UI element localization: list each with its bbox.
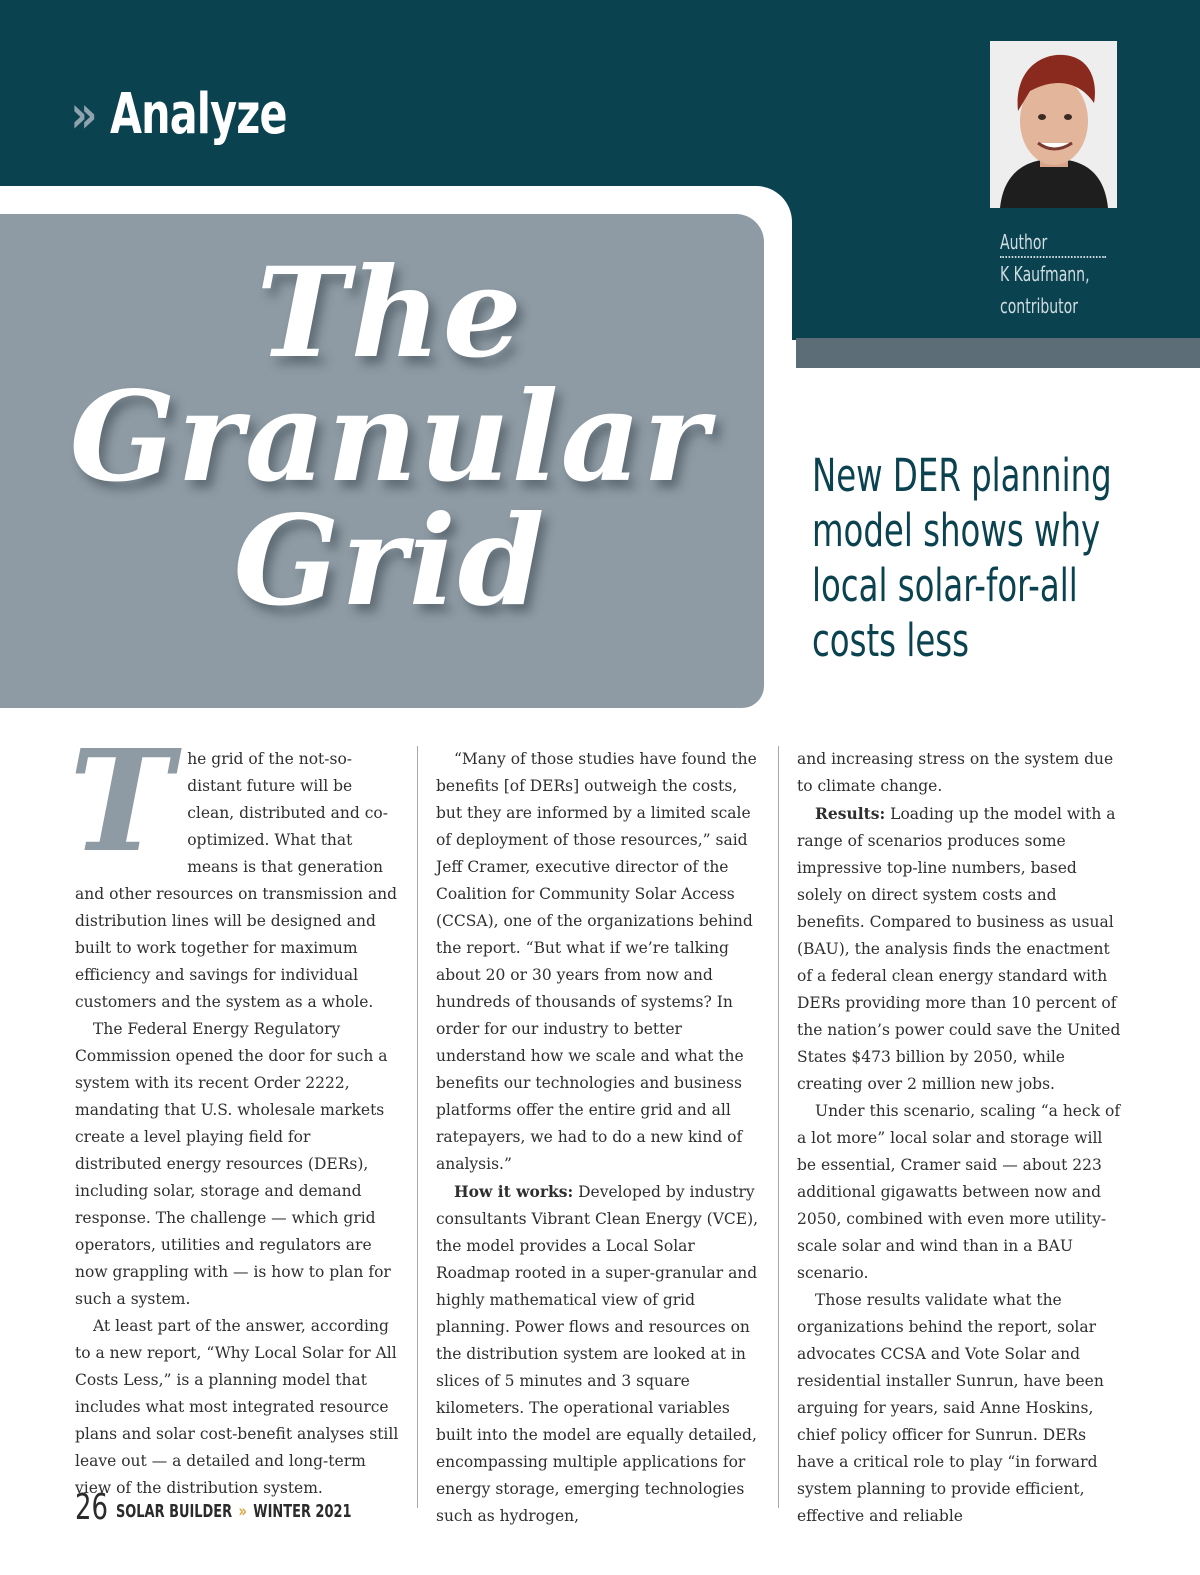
body-column-3 [797, 746, 1123, 1530]
title-line: The [256, 241, 524, 386]
body-column-1 [69, 720, 401, 1502]
author-photo [990, 41, 1117, 208]
run-in-heading: Results: [815, 804, 886, 823]
column-divider [417, 746, 418, 1508]
title-line: Granular [69, 365, 711, 510]
run-in-heading: How it works: [454, 1182, 574, 1201]
section-header [68, 80, 325, 150]
accent-strip [796, 338, 1200, 368]
paragraph-text: Loading up the model with a range of scenarios produces some impressive top-line numbers, based solely on direct system costs and benefits. Compared to business as usual (BAU), the analysis finds the enactment of a federal clean energy standard with DERs providing more than 10 percent of the nation’s power could save the United States $473 billion by 2050, while creating over 2 million new jobs. [797, 805, 1121, 1093]
issue-date: WINTER 2021 [253, 1501, 352, 1522]
column-divider [778, 746, 779, 1508]
dropcap: T [69, 720, 174, 884]
body-column-2 [436, 746, 762, 1530]
paragraph: and increasing stress on the system due to climate change. [797, 750, 1114, 795]
paragraph-text: he grid of the not-so-distant future will be clean, distributed and co-optimized. What that means is that generation and other resources on transmission and distribution lines will be designed and built to work together for maximum efficiency and savings for individual customers and the system as a whole. [75, 750, 398, 1011]
paragraph [797, 800, 1123, 1098]
article-deck: New DER planning model shows why local solar-for-all costs less [812, 449, 1112, 667]
author-credit [1000, 226, 1106, 322]
author-label: Author [1000, 228, 1106, 258]
chevron-icon: » [70, 85, 92, 145]
paragraph [436, 1178, 762, 1530]
author-name: K Kaufmann, [1000, 262, 1090, 286]
author-role: contributor [1000, 294, 1079, 318]
paragraph: At least part of the answer, according to a new report, “Why Local Solar for All Costs Less,” is a planning model that includes what most integrated resource plans and solar cost-benefit analyses still leave out — a detailed and long-term view of the distribution system. [75, 1317, 399, 1497]
paragraph: Under this scenario, scaling “a heck of a lot more” local solar and storage will be essential, Cramer said — about 223 additional gigawatts between now and 2050, combined with even more utility-scale solar and wind than in a BAU scenario. [797, 1102, 1121, 1282]
paragraph: Those results validate what the organizations behind the report, solar advocates CCSA and Vote Solar and residential installer Sunrun, have been arguing for years, said Anne Hoskins, chief policy officer for Sunrun. DERs have a critical role to play “in forward system planning to provide efficient, effective and reliable [797, 1291, 1104, 1525]
magazine-name: SOLAR BUILDER [115, 1501, 233, 1522]
section-label: Analyze [109, 82, 287, 147]
paragraph [69, 720, 401, 1016]
article-title [40, 241, 740, 634]
footer-separator: » [238, 1501, 247, 1522]
page-number: 26 [75, 1487, 108, 1528]
paragraph: “Many of those studies have found the benefits [of DERs] outweigh the costs, but they are informed by a limited scale of deployment of those resources,” said Jeff Cramer, executive director of the Coalition for Community Solar Access (CCSA), one of the organizations behind the report. “But what if we’re talking about 20 or 30 years from now and hundreds of thousands of systems? In order for our industry to better understand how we scale and what the benefits our technologies and business platforms offer the entire grid and all ratepayers, we had to do a new kind of analysis.” [436, 750, 757, 1173]
page-footer [75, 1487, 352, 1528]
title-line: Grid [233, 489, 547, 634]
paragraph: The Federal Energy Regulatory Commission opened the door for such a system with its recent Order 2222, mandating that U.S. wholesale markets create a level playing field for distributed energy resources (DERs), including solar, storage and demand response. The challenge — which grid operators, utilities and regulators are now grappling with — is how to plan for such a system. [75, 1020, 391, 1308]
paragraph-text: Developed by industry consultants Vibrant Clean Energy (VCE), the model provides a Local Solar Roadmap rooted in a super-granular and highly mathematical view of grid planning. Power flows and resources on the distribution system are looked at in slices of 5 minutes and 3 square kilometers. The operational variables built into the model are equally detailed, encompassing multiple applications for energy storage, emerging technologies such as hydrogen, [436, 1183, 759, 1525]
